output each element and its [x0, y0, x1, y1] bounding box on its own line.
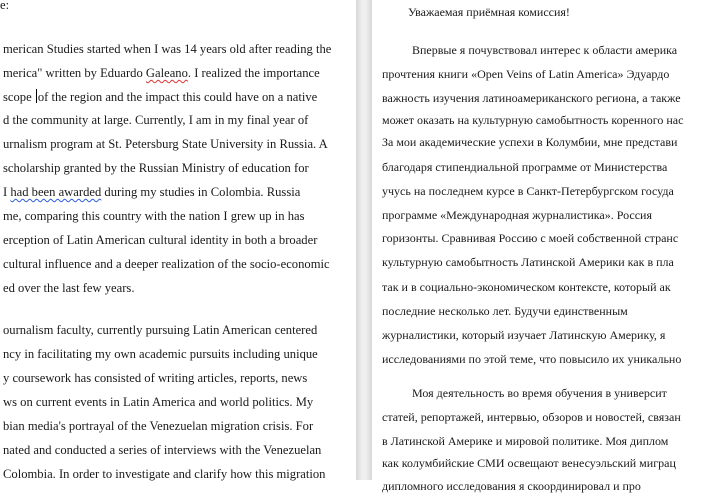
text-line: d the community at large. Currently, I am in my final year of: [3, 113, 309, 127]
text-line: erception of Latin American cultural identity in both a broader: [3, 233, 318, 247]
text-line: ed over the last few years.: [3, 281, 135, 295]
text-line: статей, репортажей, интервью, обзоров и новостей, связан: [382, 410, 681, 424]
text-line: urnalism program at St. Petersburg State University in Russia. A: [3, 137, 328, 151]
text-line: scope of the region and the impact this could have on a native: [3, 90, 318, 104]
text-line: Моя деятельность во время обучения в университ: [412, 386, 667, 400]
text-line: горизонты. Сравнивая Россию с моей собственной странс: [382, 231, 679, 245]
text-line: I had been awarded during my studies in Colombia. Russia: [3, 185, 301, 199]
text-line: ws on current events in Latin America and world politics. My: [3, 395, 314, 409]
text-line: как колумбийские СМИ освещают венесуэльский миграц: [382, 456, 676, 470]
salutation: Уважаемая приёмная комиссия!: [408, 5, 570, 19]
english-document-page: [0, 0, 356, 480]
text-line: y coursework has consisted of writing articles, reports, news: [3, 371, 308, 385]
text-line: дипломного исследования я скоординировал и про: [382, 479, 641, 493]
text-line: bian media's portrayal of the Venezuelan migration crisis. For: [3, 419, 314, 433]
text-line: scholarship granted by the Russian Ministry of education for: [3, 161, 309, 175]
text-cursor: [36, 89, 37, 103]
text-line: merican Studies started when I was 14 years old after reading the: [3, 42, 332, 56]
russian-document-page: [372, 0, 720, 493]
text-line: Впервые я почувствовал интерес к области америка: [412, 43, 678, 57]
text-line: журналистики, который изучает Латинскую Америку, я: [382, 328, 666, 342]
spellcheck-flagged-word[interactable]: Galeano: [145, 66, 188, 80]
text-line: благодаря стипендиальной программе от Министерства: [382, 160, 668, 174]
text-line: прочтения книги «Open Veins of Latin America» Эдуардо: [382, 67, 670, 81]
text-line: nated and conducted a series of interviews with the Venezuelan: [3, 443, 322, 457]
text-line: merica" written by Eduardo Galeano. I realized the importance: [3, 66, 320, 80]
text-line: так и в социально-экономическом контексте, который ак: [382, 280, 671, 294]
text-line: может оказать на культурную самобытность коренного нас: [382, 113, 684, 127]
text-line: в Латинской Америке и мировой политике. Моя диплом: [382, 434, 669, 448]
text-line: За мои академические успехи в Колумбии, мне представи: [382, 135, 678, 149]
text-line: ournalism faculty, currently pursuing Latin American centered: [3, 323, 318, 337]
grammar-flagged-phrase[interactable]: had been awarded: [10, 185, 102, 199]
text-line: Colombia. In order to investigate and clarify how this migration: [3, 467, 326, 481]
text-line: cultural influence and a deeper realization of the socio-economic: [3, 257, 330, 271]
text-line: учусь на последнем курсе в Санкт-Петербургском госуда: [382, 184, 674, 198]
doc-header-fragment: e:: [0, 0, 10, 12]
page-divider: [356, 0, 372, 480]
text-line: важность изучения латиноамериканского региона, а также: [382, 91, 681, 105]
text-line: программе «Международная журналистика». Россия: [382, 208, 652, 222]
text-line: последние несколько лет. Будучи единственным: [382, 304, 628, 318]
text-line: культурную самобытность Латинской Америки как в пла: [382, 255, 674, 269]
text-line: исследованиями по этой теме, что повысило их уникально: [382, 352, 682, 366]
text-line: me, comparing this country with the nation I grew up in has: [3, 209, 305, 223]
text-line: ncy in facilitating my own academic pursuits including unique: [3, 347, 318, 361]
